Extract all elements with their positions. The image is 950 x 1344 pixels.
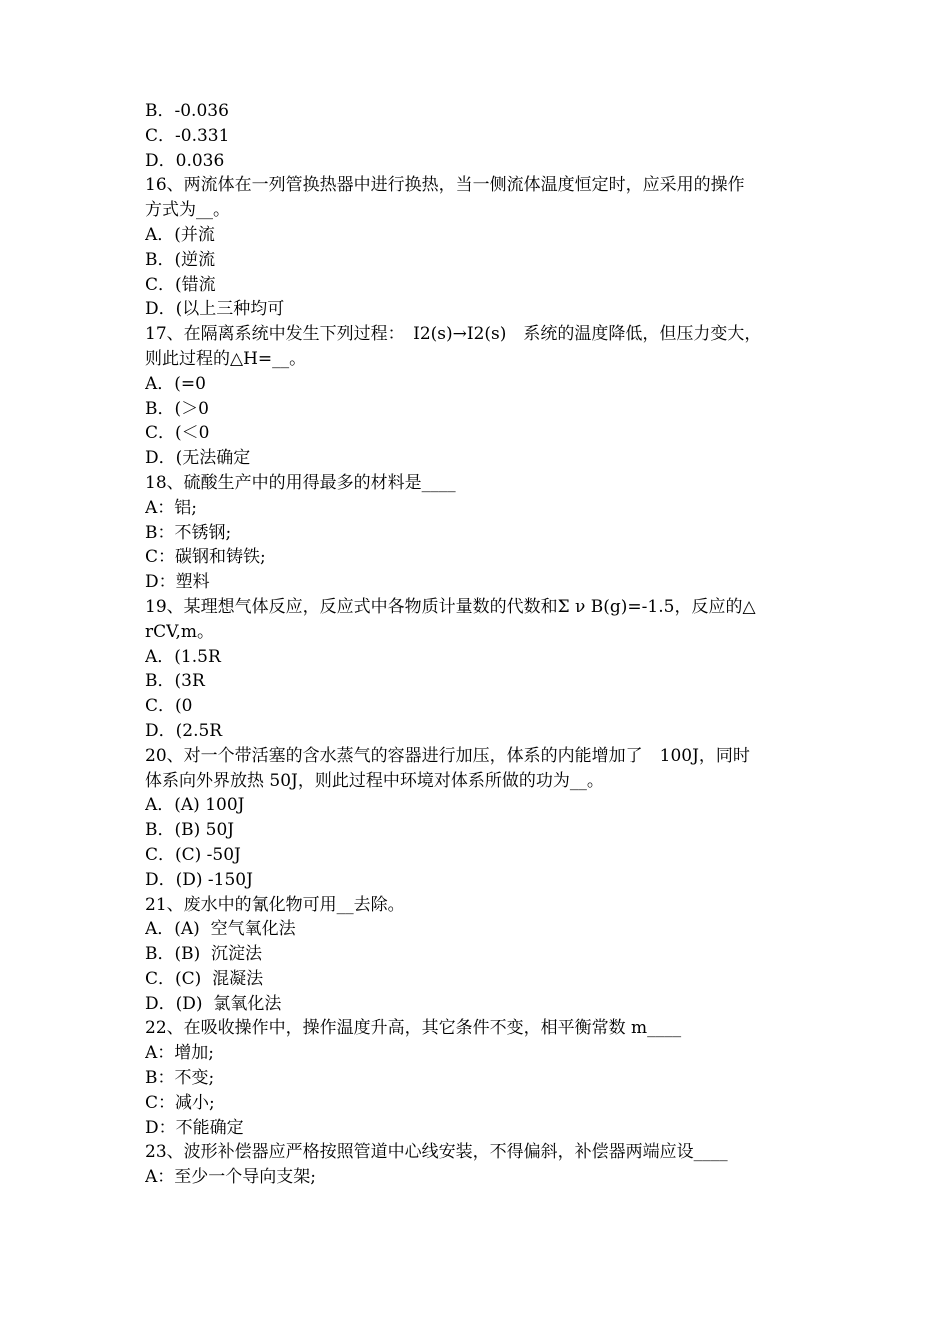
text-line: B．(＞0 (145, 398, 209, 419)
text-line: 19、某理想气体反应，反应式中各物质计量数的代数和Σ ν B(g)=-1.5，反应的△ (145, 596, 756, 617)
text-line: C．(C) -50J (145, 844, 241, 865)
text-line: B．(3R (145, 671, 205, 692)
text-line: C：碳钢和铸铁; (145, 547, 266, 568)
text-line: D．0.036 (145, 150, 225, 171)
text-line: D．(D) -150J (145, 869, 253, 890)
text-line: 体系向外界放热 50J，则此过程中环境对体系所做的功为__。 (145, 770, 604, 791)
text-line: D．(2.5R (145, 720, 223, 741)
text-line: B．(逆流 (145, 249, 216, 270)
text-line: 18、硫酸生产中的用得最多的材料是____ (145, 472, 456, 493)
text-line: A．(1.5R (145, 646, 221, 667)
text-line: 23、波形补偿器应严格按照管道中心线安装，不得偏斜，补偿器两端应设____ (145, 1142, 728, 1163)
text-line: B．(B) 沉淀法 (145, 944, 263, 965)
text-line: C．(错流 (145, 274, 216, 295)
text-line: B：不锈钢; (145, 522, 232, 543)
text-line: C：减小; (145, 1092, 215, 1113)
text-line: A：至少一个导向支架; (145, 1167, 317, 1188)
text-line: C．-0.331 (145, 125, 230, 146)
text-line: A．(A) 空气氧化法 (145, 919, 296, 940)
question-text-block (145, 99, 810, 1190)
text-line: 17、在隔离系统中发生下列过程： I2(s)→I2(s) 系统的温度降低，但压力变大， (145, 324, 762, 345)
text-line: A．(并流 (145, 224, 215, 245)
text-line: A．(A) 100J (145, 795, 245, 816)
text-line: 20、对一个带活塞的含水蒸气的容器进行加压，体系的内能增加了 100J，同时 (145, 745, 750, 766)
text-line: D．(D) 氯氧化法 (145, 993, 282, 1014)
text-line: A．(=0 (145, 373, 206, 394)
text-line: C．(C) 混凝法 (145, 968, 264, 989)
text-line: rCV,m。 (145, 621, 214, 642)
text-line: C．(＜0 (145, 423, 210, 444)
text-line: 21、废水中的氰化物可用__去除。 (145, 894, 405, 915)
text-line: B．-0.036 (145, 101, 229, 121)
text-line: A：增加; (145, 1043, 215, 1064)
text-line: D：不能确定 (145, 1117, 244, 1138)
text-line: 16、两流体在一列管换热器中进行换热，当一侧流体温度恒定时，应采用的操作 (145, 175, 745, 196)
text-line: B：不变; (145, 1068, 215, 1089)
text-line: A：铝; (145, 497, 198, 518)
text-line: D．(无法确定 (145, 448, 251, 469)
text-line: 22、在吸收操作中，操作温度升高，其它条件不变，相平衡常数 m____ (145, 1018, 682, 1039)
text-line: B．(B) 50J (145, 820, 235, 841)
text-line: D．(以上三种均可 (145, 299, 285, 320)
text-line: 方式为__。 (145, 200, 230, 221)
text-line: D：塑料 (145, 572, 210, 593)
text-line: C．(0 (145, 696, 193, 717)
text-line: 则此过程的△H=__。 (145, 348, 307, 369)
